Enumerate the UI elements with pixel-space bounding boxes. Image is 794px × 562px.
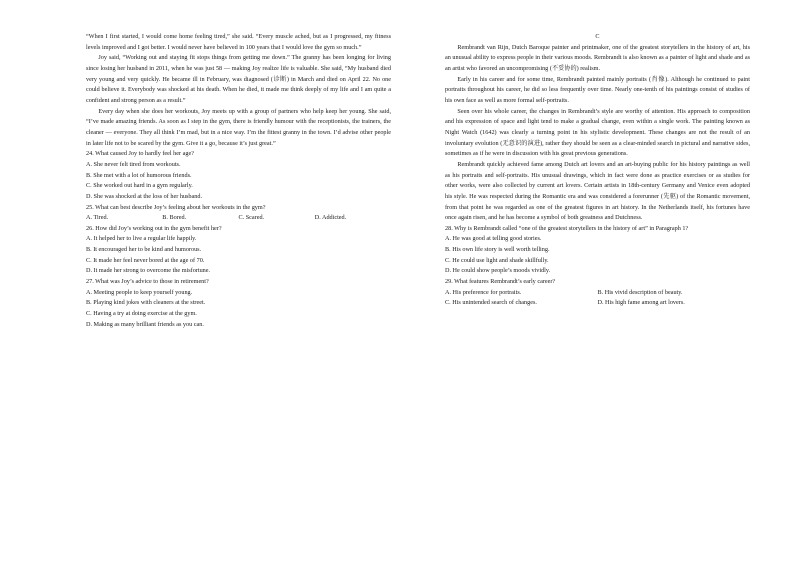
right-column — [445, 32, 750, 309]
question-26: 26. How did Joy’s working out in the gym benefit her? — [86, 224, 222, 232]
option-25b: B. Bored. — [162, 214, 187, 222]
passage-paragraph: Rembrandt quickly achieved fame among Dutch art lovers and an art-buying public for his history paintings as well as his portraits and self-portraits. His unusual drawings, which in fact were done as practice exercises or as studies for other works, were also collected by current art lovers. Certain artists in 18th-century Germany and Venice even adopted his style. He was respected during the Romantic era and was considered a forerunner (先驱) of the Romantic movement, from that point he was regarded as one of the greatest figures in art history. In the Netherlands itself, his fortunes have once again risen, and he has become a symbol of both greatness and Dutchness. — [445, 160, 750, 222]
option-26b: B. It encouraged her to be kind and humorous. — [86, 246, 202, 254]
option-29a: A. His preference for portraits. — [445, 288, 522, 296]
passage-paragraph: “When I first started, I would come home feeling tired,” she said. “Every muscle ached, but as I progressed, my fitness levels improved and I got better. I would never have believed in 100 years that I would love the gym so much.” — [86, 33, 391, 51]
option-29c: C. His unintended search of changes. — [445, 299, 537, 307]
option-24d: D. She was shocked at the loss of her husband. — [86, 192, 202, 200]
option-28c: C. He could use light and shade skillfully. — [445, 256, 549, 264]
option-25a: A. Tired. — [86, 214, 109, 222]
option-27c: C. Having a try at doing exercise at the gym. — [86, 310, 197, 318]
option-26d: D. It made her strong to overcome the misfortune. — [86, 267, 211, 275]
option-24a: A. She never felt tired from workouts. — [86, 160, 181, 168]
passage-paragraph: Joy said, “Working out and staying fit stops things from getting me down.” The granny has been longing for living since losing her husband in 2011, when he was just 58 — making Joy realize life is valuable. She said, “My husband died very young and very quickly. He became ill in February, was diagnosed (诊断) in March and died on April 22. No one could believe it. Everybody was shocked at his death. When he died, it made me think deeply of my life and I am quite a confident and strong person as a result.” — [86, 54, 391, 104]
options-29-row1 — [445, 288, 750, 299]
options-25 — [86, 213, 391, 224]
option-27d: D. Making as many brilliant friends as you can. — [86, 320, 204, 328]
left-column — [86, 32, 391, 330]
question-29: 29. What features Rembrandt’s early career? — [445, 278, 556, 286]
question-25: 25. What can best describe Joy’s feeling about her workouts in the gym? — [86, 203, 266, 211]
option-26c: C. It made her feel never bored at the age of 70. — [86, 256, 205, 264]
passage-paragraph: Rembrandt van Rijn, Dutch Baroque painter and printmaker, one of the greatest storytellers in the history of art, his an unusual ability to express people in their various moods. Rembrandt is also known as a painter of light and shade and as an artist who favored an uncompromising (不妥协的) realism. — [445, 43, 750, 72]
option-29d: D. His high fame among art lovers. — [597, 299, 685, 307]
option-25c: C. Scared. — [238, 214, 265, 222]
question-27: 27. What was Joy’s advice to those in retirement? — [86, 278, 209, 286]
option-27a: A. Meeting people to keep yourself young. — [86, 288, 193, 296]
question-24: 24. What caused Joy to hardly feel her age? — [86, 150, 194, 158]
option-26a: A. It helped her to live a regular life happily. — [86, 235, 197, 243]
option-27b: B. Playing kind jokes with cleaners at the street. — [86, 299, 206, 307]
option-24b: B. She met with a lot of humorous friends. — [86, 171, 192, 179]
option-24c: C. She worked out hard in a gym regularly. — [86, 182, 193, 190]
passage-paragraph: Seen over his whole career, the changes in Rembrandt’s style are worthy of attention. His approach to composition and his expression of space and light tend to make a gradual change, even within a single work. The painting known as Night Watch (1642) was clearly a turning point in his stylistic development. These changes are not the result of an involuntary evolution (无意识的演进), rather they should be seen as a clear-minded search in pictural and narrative sides, sometimes as if he were in discussion with his great previous generations. — [445, 107, 750, 158]
option-28d: D. He could show people’s moods vividly. — [445, 267, 551, 275]
option-28a: A. He was good at telling good stories. — [445, 235, 542, 243]
option-25d: D. Addicted. — [314, 214, 347, 222]
question-28: 28. Why is Rembrandt called “one of the greatest storytellers in the history of art” in Paragraph 1? — [445, 224, 689, 232]
section-heading: C — [595, 33, 600, 40]
option-28b: B. His own life story is well worth telling. — [445, 246, 550, 254]
passage-paragraph: Every day when she does her workouts, Joy meets up with a group of partners who help keep her young. She said, “I’ve made amazing friends. As soon as I step in the gym, there is friendly humour with the receptionists, the trainers, the cleaner — everyone. They all think I’m mad, but in a nice way. I’m the fittest granny in the town. I’d advise other people in later life not to be scared by the gym. Give it a go, because it’s just great.” — [86, 107, 391, 147]
options-29-row2 — [445, 298, 750, 309]
option-29b: B. His vivid description of beauty. — [597, 288, 683, 296]
passage-paragraph: Early in his career and for some time, Rembrandt painted mainly portraits (肖像). Although he continued to paint portraits throughout his career, he did so less frequently over time. Nearly one-tenth of his paintings consist of studies of his own face as well as more formal self-portraits. — [445, 75, 750, 104]
